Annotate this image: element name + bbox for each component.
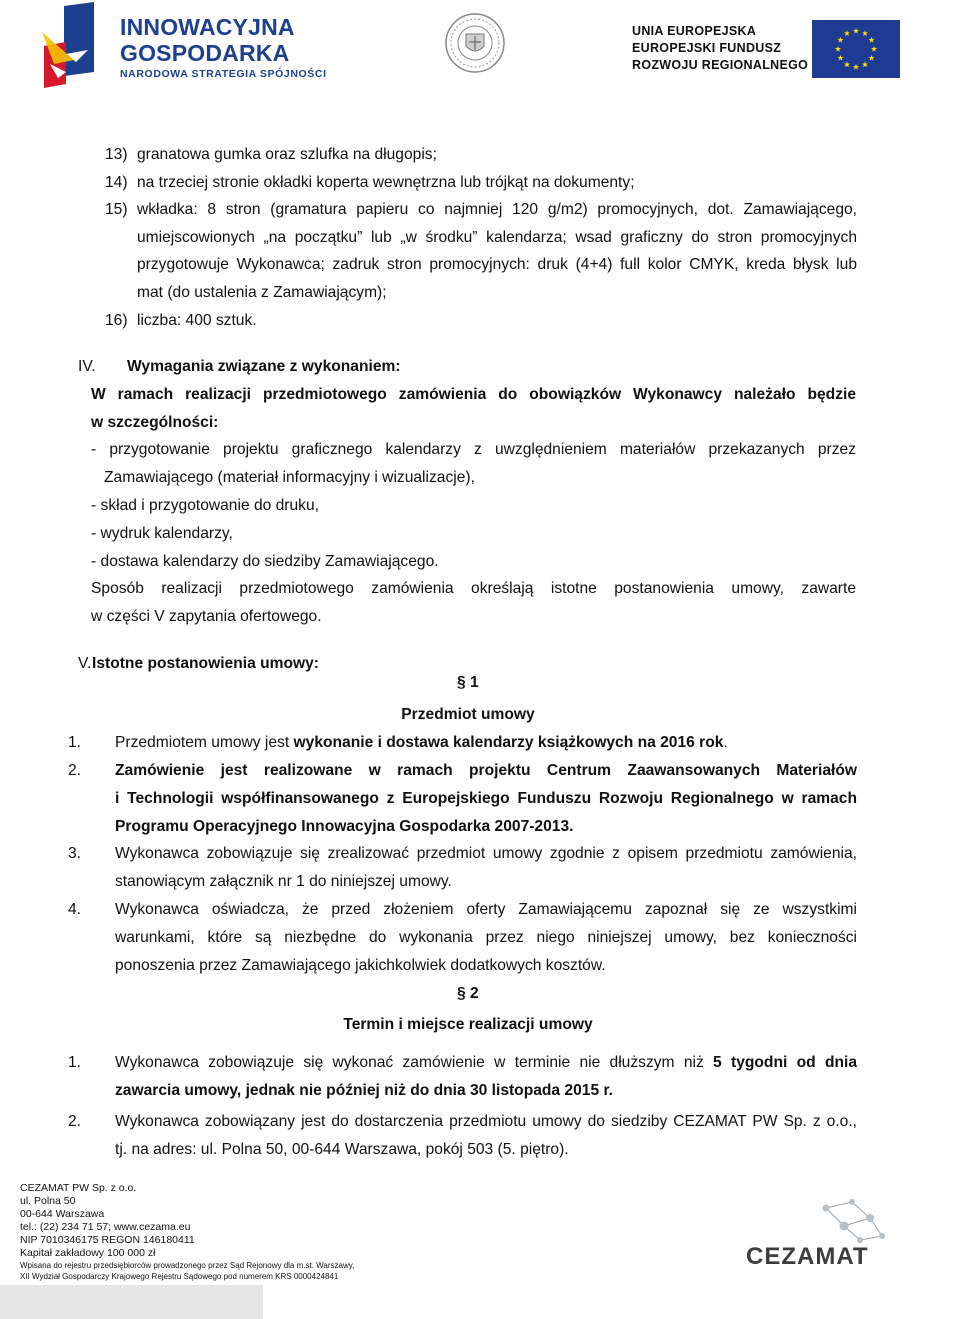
ig-logo-line3: NARODOWA STRATEGIA SPÓJNOŚCI bbox=[120, 68, 327, 80]
section-4-bullet2: - skład i przygotowanie do druku, bbox=[91, 497, 319, 514]
section-4-bullet3: - wydruk kalendarzy, bbox=[91, 525, 233, 542]
term-clause-1-line1-bold: 5 tygodni od dnia bbox=[713, 1054, 857, 1071]
innowacyjna-gospodarka-logo bbox=[36, 2, 327, 90]
term-clause-1-number: 1. bbox=[68, 1054, 82, 1071]
footer-city: 00-644 Warszawa bbox=[20, 1208, 105, 1220]
section-4-title: Wymagania związane z wykonaniem: bbox=[127, 358, 401, 375]
cezamat-logo-text: CEZAMAT bbox=[746, 1243, 869, 1270]
section-4-intro-line2: w szczególności: bbox=[91, 414, 219, 431]
clause-1-text-post: . bbox=[723, 734, 728, 751]
clause-1-text-pre: Przedmiotem umowy jest bbox=[115, 734, 294, 751]
clause-2-number: 2. bbox=[68, 762, 82, 779]
footer-registry-line1: Wpisana do rejestru przedsiębiorców prowadzonego przez Sąd Rejonowy dla m.st. Warszawy, bbox=[20, 1261, 355, 1270]
clause-4-number: 4. bbox=[68, 901, 82, 918]
paragraph-1-title: Przedmiot umowy bbox=[401, 706, 535, 723]
footer-capital: Kapitał zakładowy 100 000 zł bbox=[20, 1247, 156, 1259]
cezamat-logo bbox=[740, 1196, 890, 1276]
term-clause-1-line2: zawarcia umowy, jednak nie później niż do dnia 30 listopada 2015 r. bbox=[115, 1082, 613, 1099]
eu-fund-logo bbox=[632, 20, 902, 80]
list-item-14-text: na trzeciej stronie okładki koperta wewnętrzna lub trójkąt na dokumenty; bbox=[137, 174, 635, 191]
clause-1-text bbox=[115, 734, 728, 752]
ig-flag-icon bbox=[36, 2, 120, 92]
list-item-14-number: 14) bbox=[105, 174, 128, 191]
section-4-method-line1: Sposób realizacji przedmiotowego zamówienia określają istotne postanowienia umowy, zawarte bbox=[91, 580, 856, 597]
list-item-15-line1: wkładka: 8 stron (gramatura papieru co najmniej 120 g/m2) promocyjnych, dot. Zamawiającego, bbox=[137, 201, 857, 218]
section-4-bullet1-line2: Zamawiającego (materiał informacyjny i wizualizacje), bbox=[104, 469, 475, 486]
clause-3-line1: Wykonawca zobowiązuje się zrealizować przedmiot umowy zgodnie z opisem przedmiotu zamówienia, bbox=[115, 845, 857, 862]
clause-4-line2: warunkami, które są niezbędne do wykonania przez niego niniejszej umowy, bez konieczności bbox=[115, 929, 857, 946]
section-4-bullet4: - dostawa kalendarzy do siedziby Zamawiającego. bbox=[91, 553, 439, 570]
paragraph-2-sign: § 2 bbox=[457, 985, 479, 1002]
footer-address bbox=[20, 1182, 380, 1282]
footer-ids: NIP 7010346175 REGON 146180411 bbox=[20, 1234, 195, 1246]
footer-street: ul. Polna 50 bbox=[20, 1195, 76, 1207]
paragraph-2-title: Termin i miejsce realizacji umowy bbox=[343, 1016, 593, 1033]
eu-flag-icon bbox=[812, 20, 900, 78]
eu-logo-line3: ROZWOJU REGIONALNEGO bbox=[632, 58, 809, 72]
section-4-bullet1-line1: - przygotowanie projektu graficznego kalendarzy z uwzględnieniem materiałów przekazanych przez bbox=[91, 441, 856, 458]
clause-2-line2: i Technologii współfinansowanego z Europejskiego Funduszu Rozwoju Regionalnego w ramach bbox=[115, 790, 857, 807]
section-5-number: V. bbox=[78, 655, 92, 672]
clause-4-line3: ponoszenia przez Zamawiającego jakichkolwiek dodatkowych kosztów. bbox=[115, 957, 606, 974]
ig-logo-line2: GOSPODARKA bbox=[120, 40, 290, 66]
university-seal-icon bbox=[444, 12, 506, 74]
section-4-method-line2: w części V zapytania ofertowego. bbox=[91, 608, 322, 625]
term-clause-2-number: 2. bbox=[68, 1113, 82, 1130]
list-item-16-number: 16) bbox=[105, 312, 128, 329]
term-clause-1-line1 bbox=[115, 1054, 857, 1072]
list-item-16-text: liczba: 400 sztuk. bbox=[137, 312, 257, 329]
term-clause-2-line1: Wykonawca zobowiązany jest do dostarczenia przedmiotu umowy do siedziby CEZAMAT PW Sp. z o.o., bbox=[115, 1113, 857, 1130]
term-clause-2-line2: tj. na adres: ul. Polna 50, 00-644 Warszawa, pokój 503 (5. piętro). bbox=[115, 1141, 569, 1158]
section-4-intro-line1: W ramach realizacji przedmiotowego zamówienia do obowiązków Wykonawcy należało będzie bbox=[91, 386, 856, 403]
clause-3-number: 3. bbox=[68, 845, 82, 862]
clause-1-number: 1. bbox=[68, 734, 82, 751]
eu-logo-line1: UNIA EUROPEJSKA bbox=[632, 24, 757, 38]
section-4-number: IV. bbox=[78, 358, 96, 375]
term-clause-1-line1-pre: Wykonawca zobowiązuje się wykonać zamówienie w terminie nie dłuższym niż bbox=[115, 1054, 714, 1071]
paragraph-1-sign: § 1 bbox=[457, 674, 479, 691]
clause-3-line2: stanowiącym załącznik nr 1 do niniejszej umowy. bbox=[115, 873, 452, 890]
clause-1-text-bold: wykonanie i dostawa kalendarzy książkowych na 2016 rok bbox=[293, 734, 724, 751]
ig-logo-line1: INNOWACYJNA bbox=[120, 14, 295, 40]
list-item-13-text: granatowa gumka oraz szlufka na długopis; bbox=[137, 146, 437, 163]
list-item-13-number: 13) bbox=[105, 146, 128, 163]
list-item-15-number: 15) bbox=[105, 201, 128, 218]
clause-2-line3: Programu Operacyjnego Innowacyjna Gospodarka 2007-2013. bbox=[115, 818, 574, 835]
footer-band bbox=[0, 1285, 263, 1319]
cezamat-molecule-icon bbox=[740, 1196, 890, 1276]
eu-logo-line2: EUROPEJSKI FUNDUSZ bbox=[632, 41, 782, 55]
clause-2-line1: Zamówienie jest realizowane w ramach projektu Centrum Zaawansowanych Materiałów bbox=[115, 762, 857, 779]
clause-4-line1: Wykonawca oświadcza, że przed złożeniem oferty Zamawiającemu zapoznał się ze wszystkimi bbox=[115, 901, 857, 918]
list-item-15-line2: umiejscowionych „na początku” lub „w środku” kalendarza; wsad graficzny do stron promocyjnych bbox=[137, 229, 857, 246]
footer-registry-line2: XII Wydział Gospodarczy Krajowego Rejestru Sądowego pod numerem KRS 0000424841 bbox=[20, 1272, 339, 1281]
footer-contact: tel.: (22) 234 71 57; www.cezama.eu bbox=[20, 1221, 191, 1233]
footer-company: CEZAMAT PW Sp. z o.o. bbox=[20, 1182, 137, 1194]
section-5-title: Istotne postanowienia umowy: bbox=[92, 655, 319, 672]
list-item-15-line4: mat (do ustalenia z Zamawiającym); bbox=[137, 284, 387, 301]
list-item-15-line3: przygotowuje Wykonawca; zadruk stron promocyjnych: druk (4+4) full kolor CMYK, kreda błysk lub bbox=[137, 256, 857, 273]
